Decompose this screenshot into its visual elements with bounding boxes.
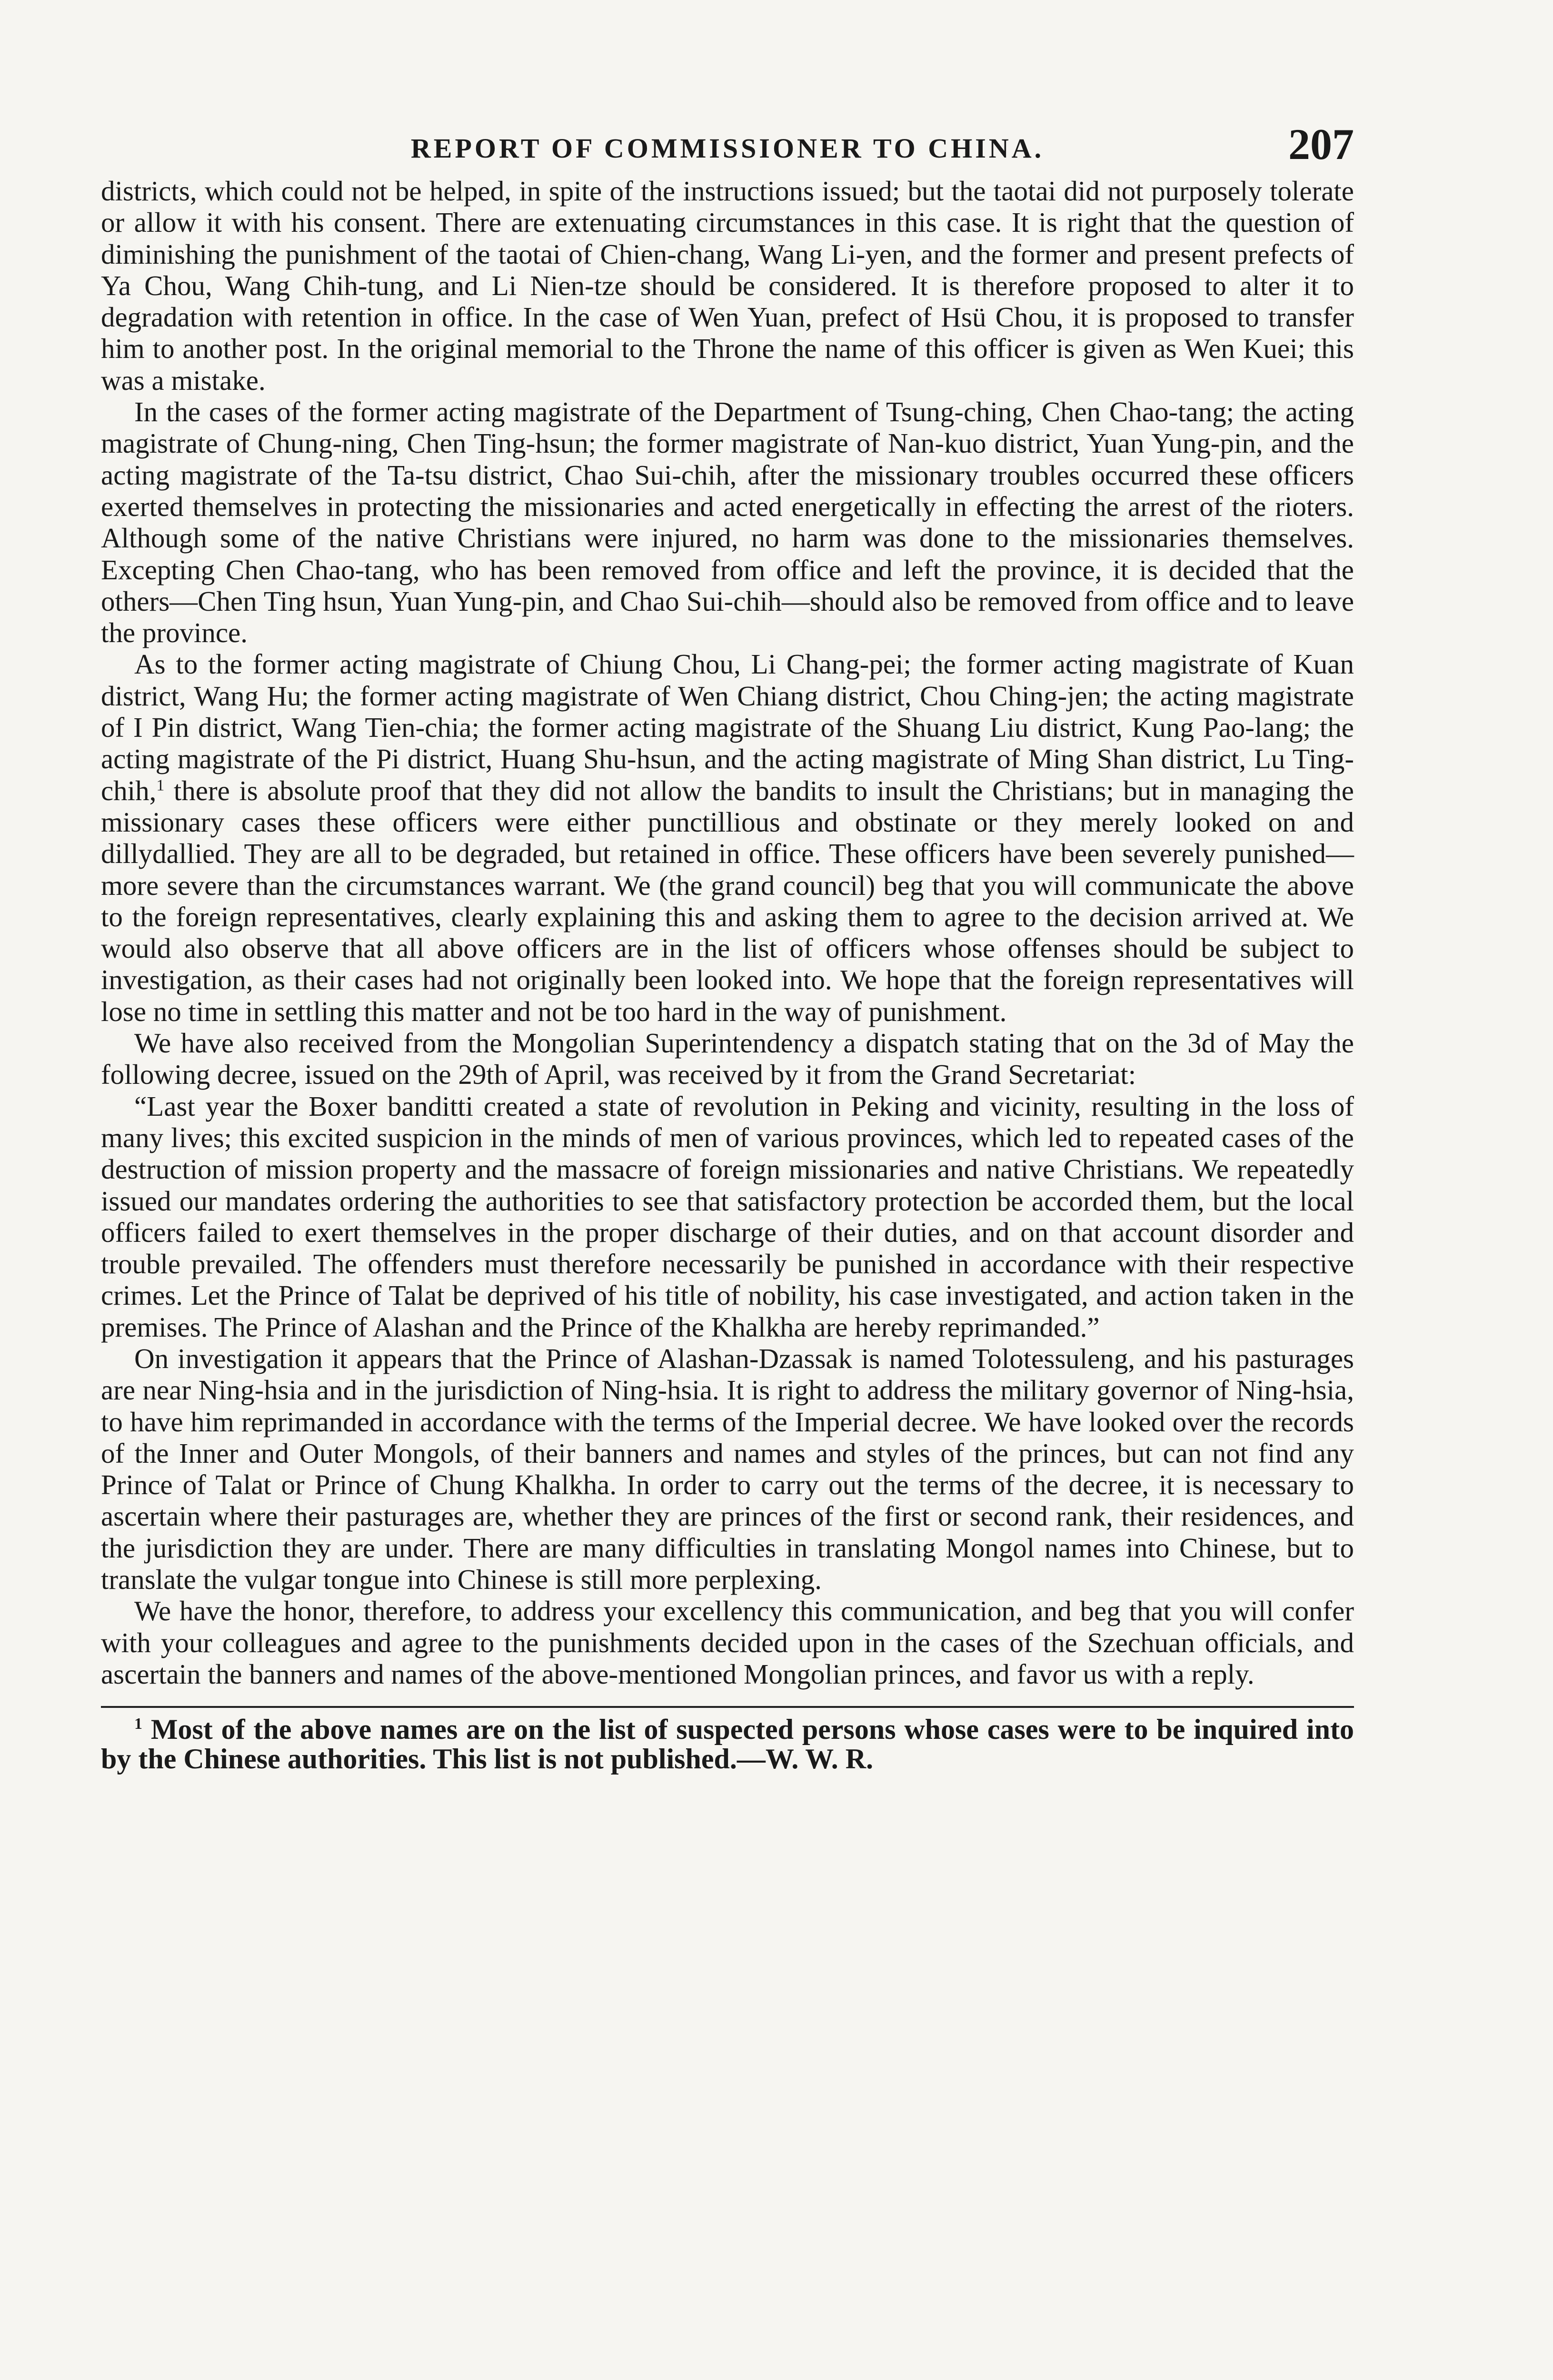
footnote-marker: 1 xyxy=(134,1715,142,1733)
paragraph-chiung-chou-part-1: As to the former acting magistrate of Chiung Chou, Li Chang-pei; the former acting magistrate of Kuan district, Wang Hu; the former acting magistrate of Wen Chiang district, Chou Ching-jen; the acting magistrate of I Pin district, Wang Tien-chia; the former acting magistrate of the Shuang Liu district, Kung Pao-lang; the acting magistrate of the Pi district, Huang Shu-hsun, and the acting magistrate of Ming Shan district, Lu Ting-chih, xyxy=(101,648,1354,806)
page-number: 207 xyxy=(1288,120,1354,169)
footnote-text: Most of the above names are on the list of suspected persons whose cases were to be inquired into by the Chinese authorities. This list is not published.—W. W. R. xyxy=(101,1714,1354,1775)
footnote-reference: 1 xyxy=(156,776,165,794)
document-page xyxy=(101,119,1354,1774)
paragraph-continuation: districts, which could not be helped, in spite of the instructions issued; but the taotai did not purposely tolerate or allow it with his consent. There are extenuating circumstances in this case. It is right that the question of diminishing the punishment of the taotai of Chien-chang, Wang Li-yen, and the former and present prefects of Ya Chou, Wang Chih-tung, and Li Nien-tze should be considered. It is therefore proposed to alter it to degradation with retention in office. In the case of Wen Yuan, prefect of Hsü Chou, it is proposed to transfer him to another post. In the original memorial to the Throne the name of this officer is given as Wen Kuei; this was a mistake. xyxy=(101,175,1354,396)
paragraph-investigation: On investigation it appears that the Prince of Alashan-Dzassak is named Tolotessuleng, and his pasturages are near Ning-hsia and in the jurisdiction of Ning-hsia. It is right to address the military governor of Ning-hsia, to have him reprimanded in accordance with the terms of the Imperial decree. We have looked over the records of the Inner and Outer Mongols, of their banners and names and styles of the princes, but can not find any Prince of Talat or Prince of Chung Khalkha. In order to carry out the terms of the decree, it is necessary to ascertain where their pasturages are, whether they are princes of the first or second rank, their residences, and the jurisdiction they are under. There are many difficulties in translating Mongol names into Chinese, but to translate the vulgar tongue into Chinese is still more perplexing. xyxy=(101,1342,1354,1596)
paragraph-mongolian-dispatch: We have also received from the Mongolian Superintendency a dispatch stating that on the 3d of May the following decree, issued on the 29th of April, was received by it from the Grand Secretariat: xyxy=(101,1027,1354,1091)
paragraph-tsung-ching: In the cases of the former acting magistrate of the Department of Tsung-ching, Chen Chao-tang; the acting magistrate of Chung-ning, Chen Ting-hsun; the former magistrate of Nan-kuo district, Yuan Yung-pin, and the acting magistrate of the Ta-tsu district, Chao Sui-chih, after the missionary troubles occurred these officers exerted themselves in protecting the missionaries and acted energetically in effecting the arrest of the rioters. Although some of the native Christians were injured, no harm was done to the missionaries themselves. Excepting Chen Chao-tang, who has been removed from office and left the province, it is decided that the others—Chen Ting hsun, Yuan Yung-pin, and Chao Sui-chih—should also be removed from office and to leave the province. xyxy=(101,396,1354,649)
footnote xyxy=(101,1715,1354,1774)
body-text xyxy=(101,175,1354,1690)
paragraph-decree-quote: “Last year the Boxer banditti created a state of revolution in Peking and vicinity, resulting in the loss of many lives; this excited suspicion in the minds of men of various provinces, which led to repeated cases of the destruction of mission property and the massacre of foreign missionaries and native Christians. We repeatedly issued our mandates ordering the authorities to see that satisfactory protection be accorded them, but the local officers failed to exert themselves in the proper discharge of their duties, and on that account disorder and trouble prevailed. The offenders must therefore necessarily be punished in accordance with their respective crimes. Let the Prince of Talat be deprived of his title of nobility, his case investigated, and action taken in the premises. The Prince of Alashan and the Prince of the Khalkha are hereby reprimanded.” xyxy=(101,1090,1354,1343)
footnote-divider xyxy=(101,1706,1354,1708)
running-title: REPORT OF COMMISSIONER TO CHINA. xyxy=(410,133,1045,164)
paragraph-closing: We have the honor, therefore, to address your excellency this communication, and beg that you will confer with your colleagues and agree to the punishments decided upon in the cases of the Szechuan officials, and ascertain the banners and names of the above-mentioned Mongolian princes, and favor us with a reply. xyxy=(101,1595,1354,1690)
paragraph-chiung-chou-part-2: there is absolute proof that they did not allow the bandits to insult the Christians; but in managing the missionary cases these officers were either punctillious and obstinate or they merely looked on and dillydallied. They are all to be degraded, but retained in office. These officers have been severely punished—more severe than the circumstances warrant. We (the grand council) beg that you will communicate the above to the foreign representatives, clearly explaining this and asking them to agree to the decision arrived at. We would also observe that all above officers are in the list of officers whose offenses should be subject to investigation, as their cases had not originally been looked into. We hope that the foreign representatives will lose no time in settling this matter and not be too hard in the way of punishment. xyxy=(101,774,1354,1027)
paragraph-chiung-chou xyxy=(101,648,1354,1027)
running-head xyxy=(101,119,1354,171)
